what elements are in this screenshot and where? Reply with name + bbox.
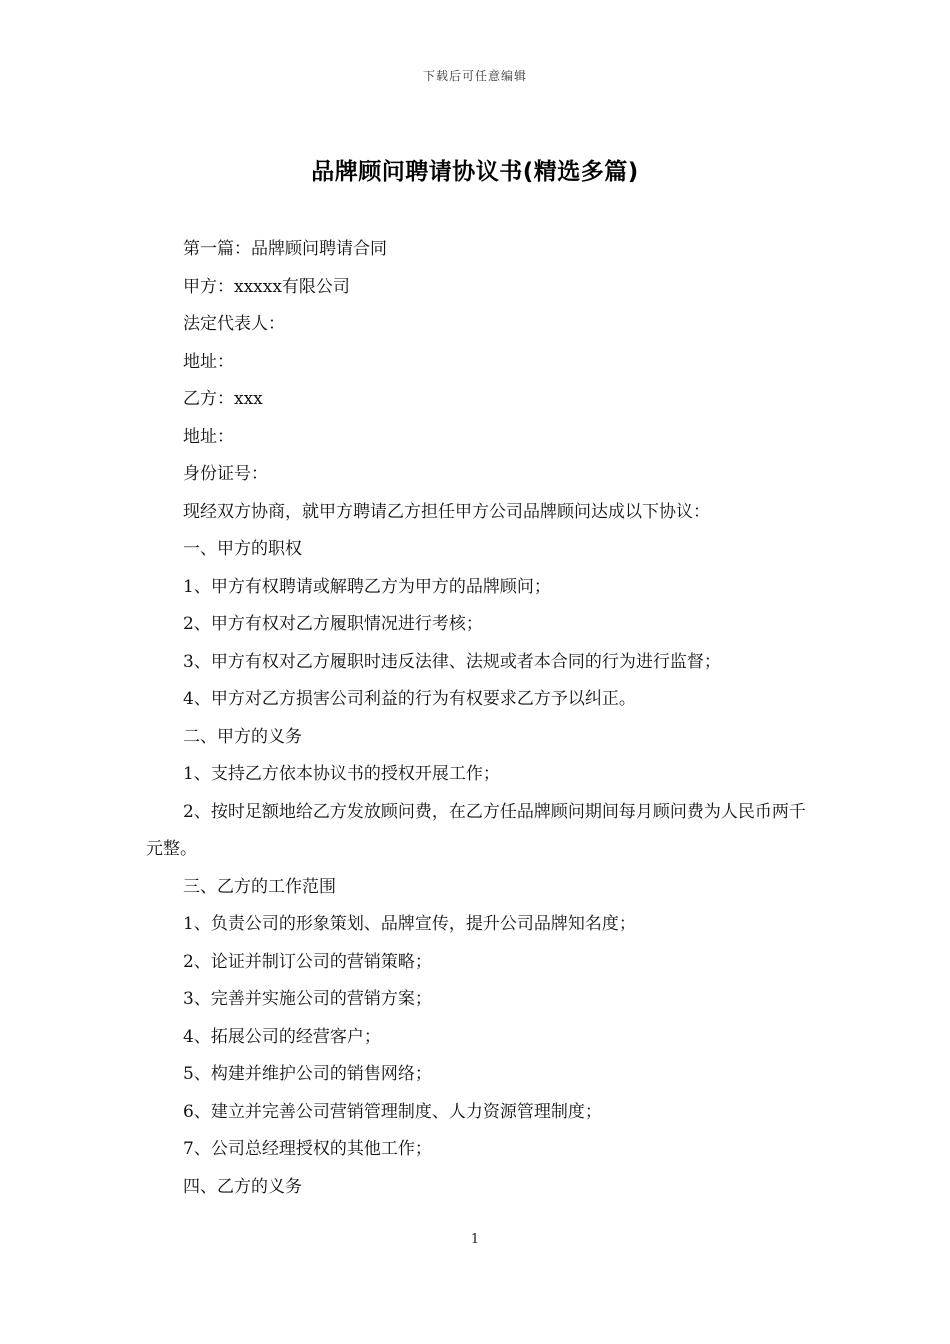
paragraph-legal-representative: 法定代表人： — [183, 314, 285, 334]
list-item: 3、甲方有权对乙方履职时违反法律、法规或者本合同的行为进行监督； — [183, 651, 721, 672]
paragraph-party-a-address: 地址： — [183, 351, 234, 372]
list-item: 2、按时足额地给乙方发放顾问费，在乙方任品牌顾问期间每月顾问费为人民币两千元整。 — [146, 801, 806, 859]
list-item: 1、支持乙方依本协议书的授权开展工作； — [183, 764, 500, 784]
section-heading-party-a-obligations: 二、甲方的义务 — [183, 726, 302, 747]
paragraph-agreement-intro: 现经双方协商，就甲方聘请乙方担任甲方公司品牌顾问达成以下协议： — [183, 501, 710, 522]
list-item: 1、负责公司的形象策划、品牌宣传，提升公司品牌知名度； — [183, 914, 636, 934]
section-heading-party-b-scope: 三、乙方的工作范围 — [183, 876, 336, 897]
paragraph-party-b: 乙方：xxx — [183, 389, 263, 409]
list-item: 5、构建并维护公司的销售网络； — [183, 1064, 432, 1084]
list-item: 1、甲方有权聘请或解聘乙方为甲方的品牌顾问； — [183, 576, 551, 597]
list-item: 4、拓展公司的经营客户； — [183, 1026, 381, 1047]
paragraph-part-one-heading: 第一篇：品牌顾问聘请合同 — [183, 239, 387, 259]
document-title: 品牌顾问聘请协议书(精选多篇) — [311, 159, 639, 185]
paragraph-party-b-address: 地址： — [183, 426, 234, 447]
section-heading-party-a-rights: 一、甲方的职权 — [183, 539, 302, 559]
section-heading-party-b-obligations: 四、乙方的义务 — [183, 1176, 302, 1197]
page-number: 1 — [470, 1232, 480, 1247]
paragraph-party-a: 甲方：xxxxx有限公司 — [183, 276, 350, 297]
document-body — [146, 231, 808, 1206]
list-item: 3、完善并实施公司的营销方案； — [183, 989, 432, 1009]
header-note: 下载后可任意编辑 — [422, 69, 527, 83]
list-item: 7、公司总经理授权的其他工作； — [183, 1139, 432, 1159]
list-item: 4、甲方对乙方损害公司利益的行为有权要求乙方予以纠正。 — [183, 689, 636, 709]
list-item: 6、建立并完善公司营销管理制度、人力资源管理制度； — [183, 1101, 602, 1122]
list-item: 2、甲方有权对乙方履职情况进行考核； — [183, 614, 483, 634]
paragraph-id-number: 身份证号： — [183, 464, 268, 484]
list-item: 2、论证并制订公司的营销策略； — [183, 951, 432, 972]
